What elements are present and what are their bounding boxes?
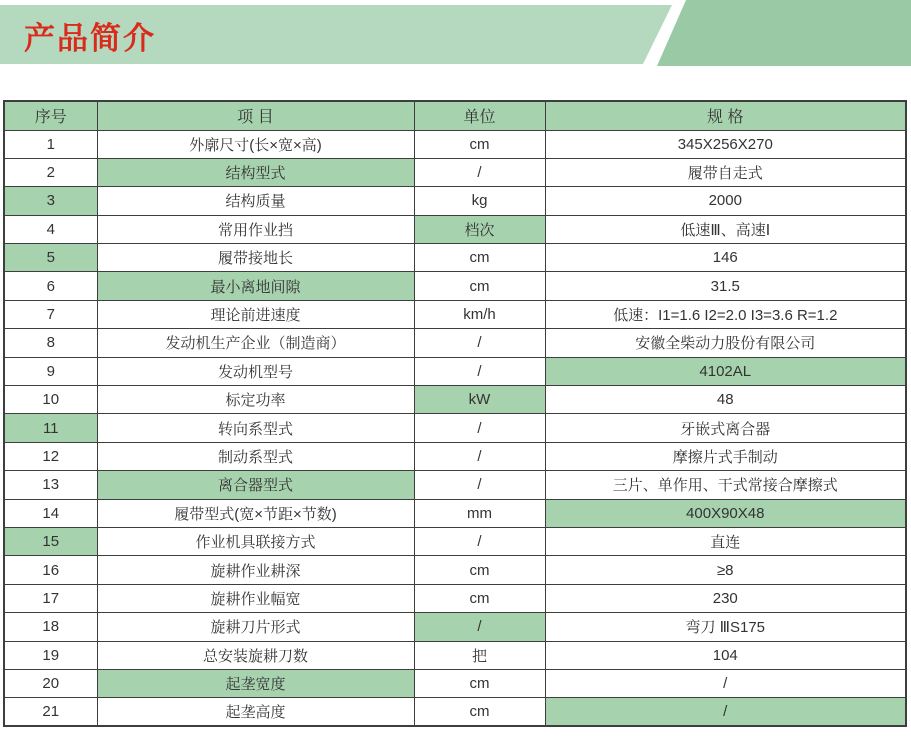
cell-spec: / [545,698,906,726]
cell-item: 履带接地长 [97,244,414,272]
cell-seq: 17 [4,584,97,612]
cell-seq: 13 [4,471,97,499]
cell-unit: 档次 [414,215,545,243]
cell-item: 外廓尺寸(长×宽×高) [97,130,414,158]
table-row [4,187,906,215]
cell-item: 制动系型式 [97,442,414,470]
cell-item: 常用作业挡 [97,215,414,243]
table-row [4,357,906,385]
spec-table-body [4,130,906,726]
cell-spec: 4102AL [545,357,906,385]
table-row [4,329,906,357]
cell-spec: 摩擦片式手制动 [545,442,906,470]
cell-spec: 345X256X270 [545,130,906,158]
table-row [4,442,906,470]
cell-seq: 7 [4,300,97,328]
cell-item: 发动机生产企业（制造商） [97,329,414,357]
cell-spec: / [545,669,906,697]
col-header-item: 项 目 [97,101,414,130]
cell-unit: cm [414,669,545,697]
cell-item: 发动机型号 [97,357,414,385]
cell-unit: kW [414,386,545,414]
cell-item: 旋耕刀片形式 [97,613,414,641]
table-row [4,158,906,186]
cell-seq: 1 [4,130,97,158]
table-row [4,244,906,272]
cell-spec: 400X90X48 [545,499,906,527]
cell-item: 离合器型式 [97,471,414,499]
table-row [4,386,906,414]
spec-table [3,100,907,727]
cell-spec: 弯刀 ⅢS175 [545,613,906,641]
cell-unit: mm [414,499,545,527]
cell-seq: 3 [4,187,97,215]
cell-unit: cm [414,698,545,726]
banner-right-shape [657,0,911,66]
cell-unit: / [414,158,545,186]
col-header-unit: 单位 [414,101,545,130]
table-row [4,698,906,726]
cell-unit: / [414,414,545,442]
table-row [4,471,906,499]
cell-unit: / [414,442,545,470]
table-row [4,272,906,300]
cell-seq: 8 [4,329,97,357]
cell-spec: 低速：I1=1.6 I2=2.0 I3=3.6 R=1.2 [545,300,906,328]
cell-spec: 安徽全柴动力股份有限公司 [545,329,906,357]
page-title: 产品简介 [24,21,156,56]
cell-item: 结构质量 [97,187,414,215]
cell-seq: 19 [4,641,97,669]
cell-spec: 2000 [545,187,906,215]
cell-unit: km/h [414,300,545,328]
cell-seq: 2 [4,158,97,186]
cell-item: 标定功率 [97,386,414,414]
cell-spec: 三片、单作用、干式常接合摩擦式 [545,471,906,499]
table-row [4,215,906,243]
cell-seq: 15 [4,527,97,555]
cell-item: 起垄高度 [97,698,414,726]
cell-seq: 18 [4,613,97,641]
cell-spec: 牙嵌式离合器 [545,414,906,442]
cell-seq: 5 [4,244,97,272]
cell-spec: 146 [545,244,906,272]
header-banner [0,0,911,67]
table-row [4,584,906,612]
cell-seq: 20 [4,669,97,697]
cell-unit: cm [414,272,545,300]
cell-spec: 230 [545,584,906,612]
cell-spec: 48 [545,386,906,414]
col-header-spec: 规 格 [545,101,906,130]
cell-spec: ≥8 [545,556,906,584]
cell-item: 起垄宽度 [97,669,414,697]
cell-seq: 11 [4,414,97,442]
cell-item: 履带型式(宽×节距×节数) [97,499,414,527]
cell-unit: / [414,527,545,555]
cell-unit: kg [414,187,545,215]
cell-seq: 10 [4,386,97,414]
cell-item: 结构型式 [97,158,414,186]
cell-seq: 16 [4,556,97,584]
cell-item: 作业机具联接方式 [97,527,414,555]
cell-item: 转向系型式 [97,414,414,442]
col-header-seq: 序号 [4,101,97,130]
cell-unit: / [414,329,545,357]
cell-item: 总安装旋耕刀数 [97,641,414,669]
cell-spec: 履带自走式 [545,158,906,186]
cell-item: 最小离地间隙 [97,272,414,300]
cell-item: 旋耕作业耕深 [97,556,414,584]
table-row [4,613,906,641]
cell-unit: cm [414,556,545,584]
table-row [4,499,906,527]
cell-seq: 4 [4,215,97,243]
cell-spec: 104 [545,641,906,669]
cell-spec: 31.5 [545,272,906,300]
table-row [4,300,906,328]
cell-item: 理论前进速度 [97,300,414,328]
cell-unit: cm [414,584,545,612]
cell-seq: 9 [4,357,97,385]
table-row [4,414,906,442]
cell-spec: 直连 [545,527,906,555]
cell-seq: 14 [4,499,97,527]
cell-seq: 21 [4,698,97,726]
table-row [4,130,906,158]
cell-unit: / [414,471,545,499]
cell-seq: 6 [4,272,97,300]
cell-seq: 12 [4,442,97,470]
cell-unit: / [414,357,545,385]
cell-unit: cm [414,130,545,158]
table-row [4,527,906,555]
table-row [4,641,906,669]
cell-unit: / [414,613,545,641]
cell-unit: cm [414,244,545,272]
cell-unit: 把 [414,641,545,669]
cell-item: 旋耕作业幅宽 [97,584,414,612]
table-header-row [4,101,906,130]
cell-spec: 低速Ⅲ、高速Ⅰ [545,215,906,243]
table-row [4,556,906,584]
table-row [4,669,906,697]
